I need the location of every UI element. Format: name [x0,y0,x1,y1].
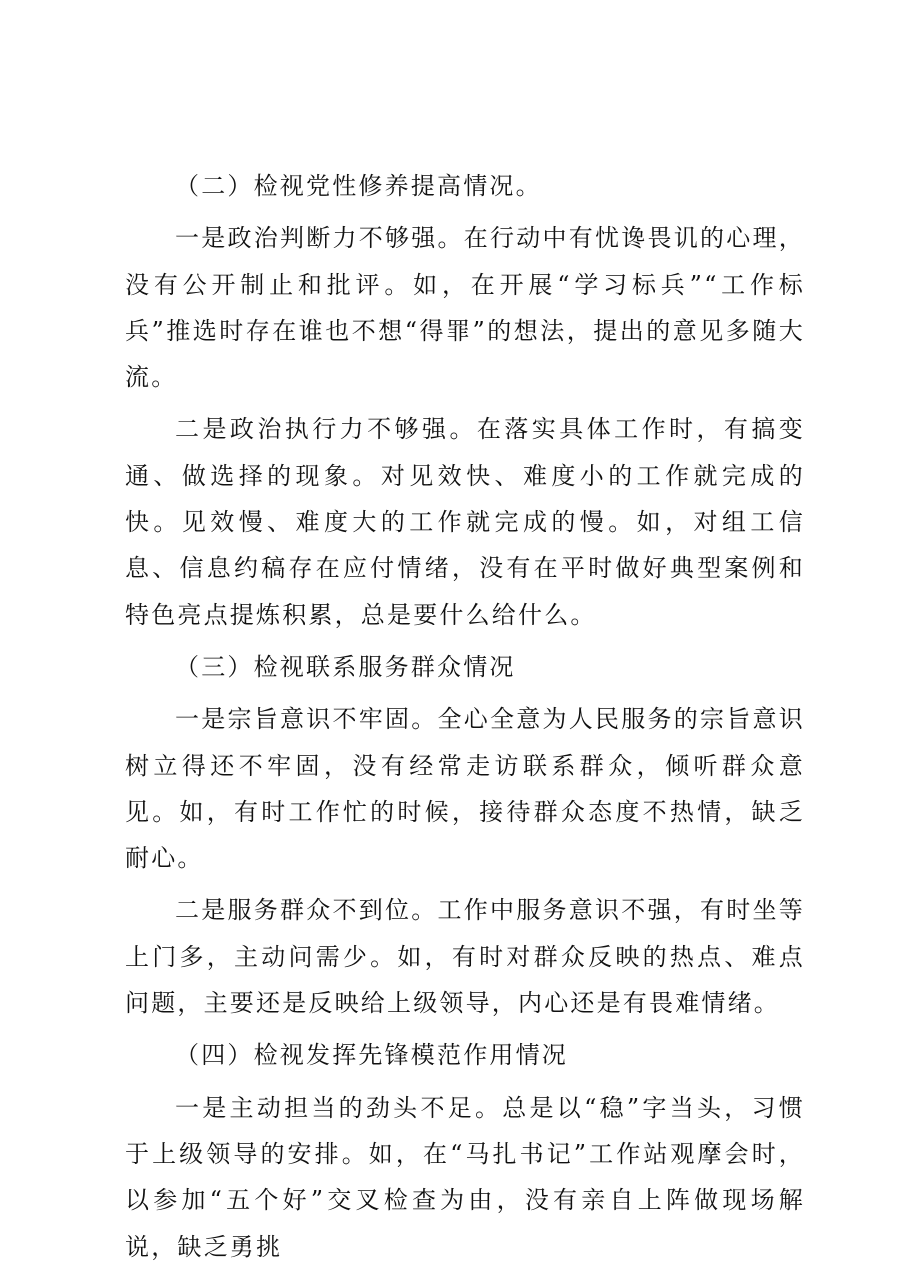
document-body [125,163,805,1270]
paragraph: 二是服务群众不到位。工作中服务意识不强，有时坐等上门多，主动问需少。如，有时对群众反映的热点、难点问题，主要还是反映给上级领导，内心还是有畏难情绪。 [125,896,805,1018]
section-heading-3: （三）检视联系服务群众情况 [175,652,516,681]
section-heading-2: （二）检视党性修养提高情况。 [175,172,542,200]
paragraph: 一是主动担当的劲头不足。总是以“稳”字当头，习惯于上级领导的安排。如，在“马扎书记”工作站观摩会时，以参加“五个好”交叉检查为由，没有亲自上阵做现场解说，缺乏勇挑 [125,1093,805,1261]
paragraph: 一是宗旨意识不牢固。全心全意为人民服务的宗旨意识树立得还不牢固，没有经常走访联系群众，倾听群众意见。如，有时工作忙的时候，接待群众态度不热情，缺乏耐心。 [125,705,805,873]
section-heading-4: （四）检视发挥先锋模范作用情况 [175,1041,568,1070]
paragraph: 一是政治判断力不够强。在行动中有忧谗畏讥的心理，没有公开制止和批评。如，在开展“学习标兵”“工作标兵”推选时存在谁也不想“得罪”的想法，提出的意见多随大流。 [125,224,805,392]
paragraph: 二是政治执行力不够强。在落实具体工作时，有搞变通、做选择的现象。对见效快、难度小的工作就完成的快。见效慢、难度大的工作就完成的慢。如，对组工信息、信息约稿存在应付情绪，没有在平时做好典型案例和特色亮点提炼积累，总是要什么给什么。 [125,415,805,629]
